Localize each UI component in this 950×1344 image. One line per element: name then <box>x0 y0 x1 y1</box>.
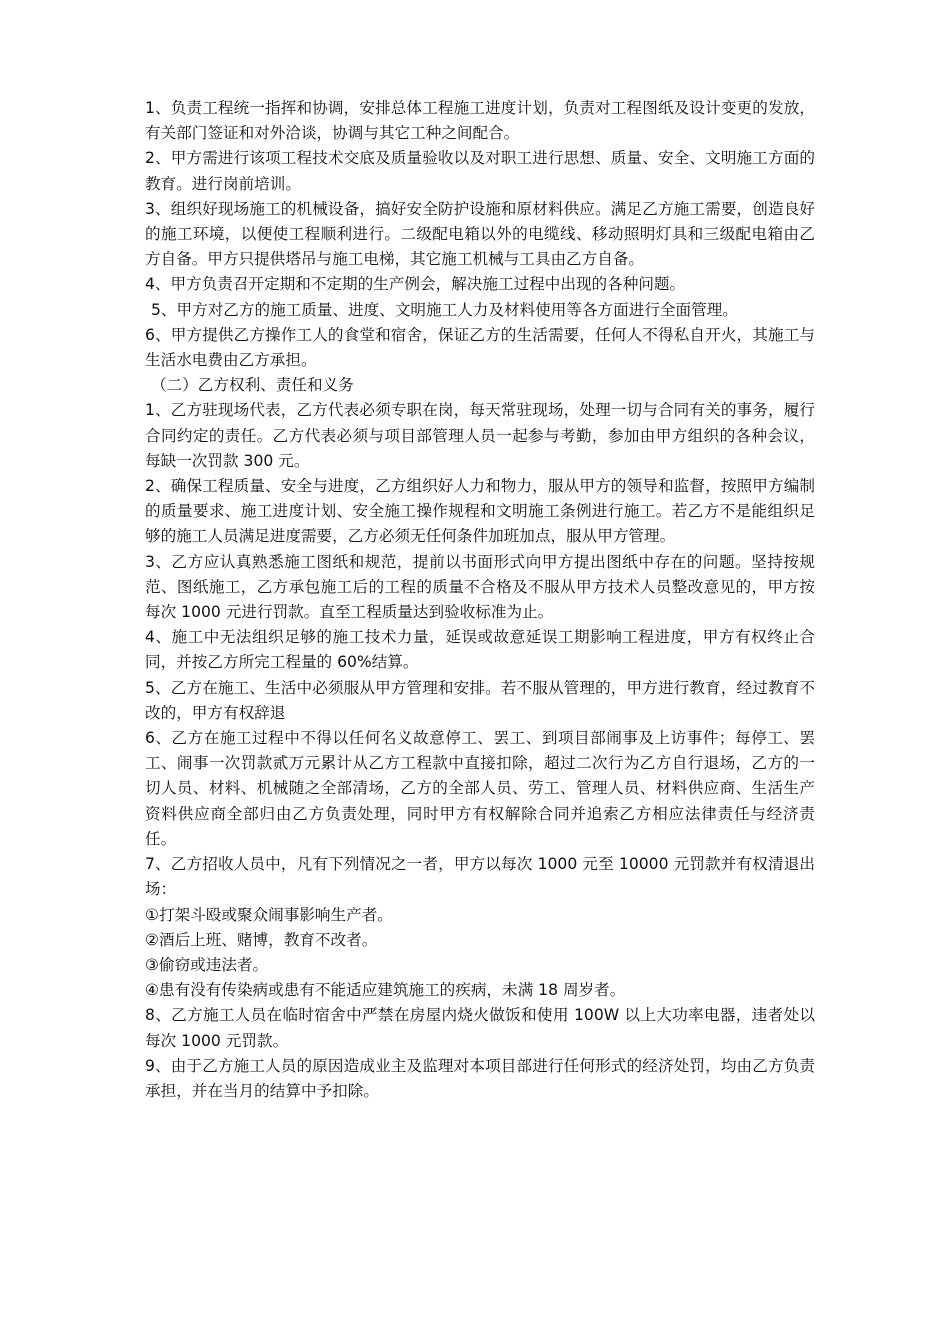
list-item: ③偷窃或违法者。 <box>145 955 269 974</box>
paragraph: 7、乙方招收人员中，凡有下列情况之一者，甲方以每次 1000 元至 10000 元罚款并有权清退出场： <box>145 855 815 899</box>
list-item: ④患有没有传染病或患有不能适应建筑施工的疾病，未满 18 周岁者。 <box>145 981 626 1000</box>
paragraph: 8、乙方施工人员在临时宿舍中严禁在房屋内烧火做饭和使用 100W 以上大功率电器，违者处以每次 1000 元罚款。 <box>145 1006 815 1050</box>
paragraph: 4、施工中无法组织足够的施工技术力量，延误或故意延误工期影响工程进度，甲方有权终止合同，并按乙方所完工程量的 60%结算。 <box>145 628 815 672</box>
paragraph: 3、乙方应认真熟悉施工图纸和规范，提前以书面形式向甲方提出图纸中存在的问题。坚持按规范、图纸施工，乙方承包施工后的工程的质量不合格及不服从甲方技术人员整改意见的，甲方按每次 1000 元进行罚款。直至工程质量达到验收标准为止。 <box>145 552 815 622</box>
paragraph: 5、乙方在施工、生活中必须服从甲方管理和安排。若不服从管理的，甲方进行教育，经过教育不改的，甲方有权辞退 <box>145 678 815 722</box>
paragraph: 4、甲方负责召开定期和不定期的生产例会，解决施工过程中出现的各种问题。 <box>145 275 686 294</box>
paragraph: 5、甲方对乙方的施工质量、进度、文明施工人力及材料使用等各方面进行全面管理。 <box>151 300 738 319</box>
paragraph: 6、甲方提供乙方操作工人的食堂和宿舍，保证乙方的生活需要，任何人不得私自开火，其施工与生活水电费由乙方承担。 <box>145 325 815 370</box>
paragraph: 1、乙方驻现场代表，乙方代表必须专职在岗，每天常驻现场，处理一切与合同有关的事务，履行合同约定的责任。乙方代表必须与项目部管理人员一起参与考勤，参加由甲方组织的各种会议，每缺一次罚款 300 元。 <box>145 401 815 470</box>
list-item: ①打架斗殴或聚众闹事影响生产者。 <box>145 905 393 924</box>
paragraph: 9、由于乙方施工人员的原因造成业主及监理对本项目部进行任何形式的经济处罚，均由乙方负责承担，并在当月的结算中予扣除。 <box>145 1056 815 1100</box>
document-body <box>145 96 815 1104</box>
paragraph: 3、组织好现场施工的机械设备，搞好安全防护设施和原材料供应。满足乙方施工需要，创造良好的施工环境，以便使工程顺利进行。二级配电箱以外的电缆线、移动照明灯具和三级配电箱由乙方自备。甲方只提供塔吊与施工电梯，其它施工机械与工具由乙方自备。 <box>145 199 815 269</box>
section-heading: （二）乙方权利、责任和义务 <box>151 376 354 395</box>
paragraph: 6、乙方在施工过程中不得以任何名义故意停工、罢工、到项目部闹事及上访事件；每停工、罢工、闹事一次罚款贰万元累计从乙方工程款中直接扣除，超过二次行为乙方自行退场，乙方的一切人员、材料、机械随之全部清场，乙方的全部人员、劳工、管理人员、材料供应商、生活生产资料供应商全部归由乙方负责处理，同时甲方有权解除合同并追索乙方相应法律责任与经济责任。 <box>145 729 815 848</box>
paragraph: 1、负责工程统一指挥和协调，安排总体工程施工进度计划，负责对工程图纸及设计变更的发放，有关部门签证和对外洽谈，协调与其它工种之间配合。 <box>145 99 815 143</box>
list-item: ②酒后上班、赌博，教育不改者。 <box>145 930 378 949</box>
paragraph: 2、甲方需进行该项工程技术交底及质量验收以及对职工进行思想、质量、安全、文明施工方面的教育。进行岗前培训。 <box>145 149 815 193</box>
paragraph: 2、确保工程质量、安全与进度，乙方组织好人力和物力，服从甲方的领导和监督，按照甲方编制的质量要求、施工进度计划、安全施工操作规程和文明施工条例进行施工。若乙方不是能组织足够的施工人员满足进度需要，乙方必须无任何条件加班加点，服从甲方管理。 <box>145 477 815 546</box>
